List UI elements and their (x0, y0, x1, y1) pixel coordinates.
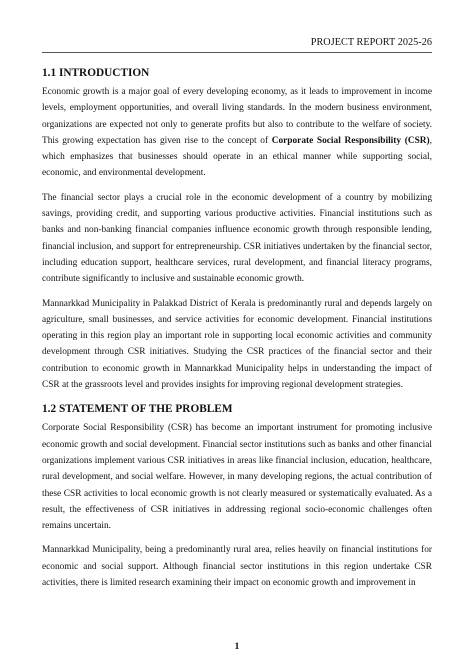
header-rule (42, 52, 432, 53)
problem-paragraph-2: Mannarkkad Municipality, being a predominantly rural area, relies heavily on financial institutions for economic and social support. Although financial sector institutions in this region undertake CSR activities, there is limited research examining their impact on economic growth and improvement in (42, 545, 432, 589)
page-number: 1 (234, 641, 240, 652)
page-body (42, 66, 432, 599)
intro-paragraph-1-text-b: , which emphasizes that businesses should operate in an ethical manner while supporting social, economic, and environmental development. (42, 135, 432, 179)
intro-paragraph-2: The financial sector plays a crucial role in the economic development of a country by mobilizing savings, providing credit, and supporting various productive activities. Financial institutions such as banks and non-banking financial companies influence economic growth through responsible lending, financial inclusion, and support for entrepreneurship. CSR initiatives undertaken by the financial sector, including education support, healthcare services, rural development, and financial literacy programs, contribute significantly to inclusive and sustainable economic growth. (42, 192, 432, 285)
section-heading-introduction: 1.1 INTRODUCTION (42, 67, 150, 79)
intro-paragraph-3: Mannarkkad Municipality in Palakkad District of Kerala is predominantly rural and depends largely on agriculture, small businesses, and service activities for economic development. Financial institutions operating in this region play an important role in supporting local economic activities and community development through CSR initiatives. Studying the CSR practices of the financial sector and their contribution to economic growth in Mannarkkad Municipality helps in understanding the impact of CSR at the grassroots level and provides insights for improving regional development strategies. (42, 298, 432, 391)
section-heading-problem-statement: 1.2 STATEMENT OF THE PROBLEM (42, 403, 233, 416)
running-header: PROJECT REPORT 2025-26 (310, 37, 432, 48)
intro-paragraph-1 (42, 84, 432, 182)
intro-paragraph-1-text-a: Economic growth is a major goal of every developing economy, as it leads to improvement in income levels, employment opportunities, and overall living standards. In the modern business environment, organizations are expected not only to generate profits but also to contribute to the welfare of society. This growing expectation has given rise to the concept of (42, 87, 432, 146)
problem-paragraph-1: Corporate Social Responsibility (CSR) has become an important instrument for promoting inclusive economic growth and social development. Financial sector institutions such as banks and other financial organizations implement various CSR initiatives in areas like financial inclusion, education, healthcare, rural development, and social welfare. However, in many developing regions, the actual contribution of these CSR activities to local economic growth is not clearly measured or systematically evaluated. As a result, the effectiveness of CSR initiatives in addressing regional socio-economic challenges often remains uncertain. (42, 423, 432, 532)
csr-term-bold: Corporate Social Responsibility (CSR) (271, 135, 430, 146)
